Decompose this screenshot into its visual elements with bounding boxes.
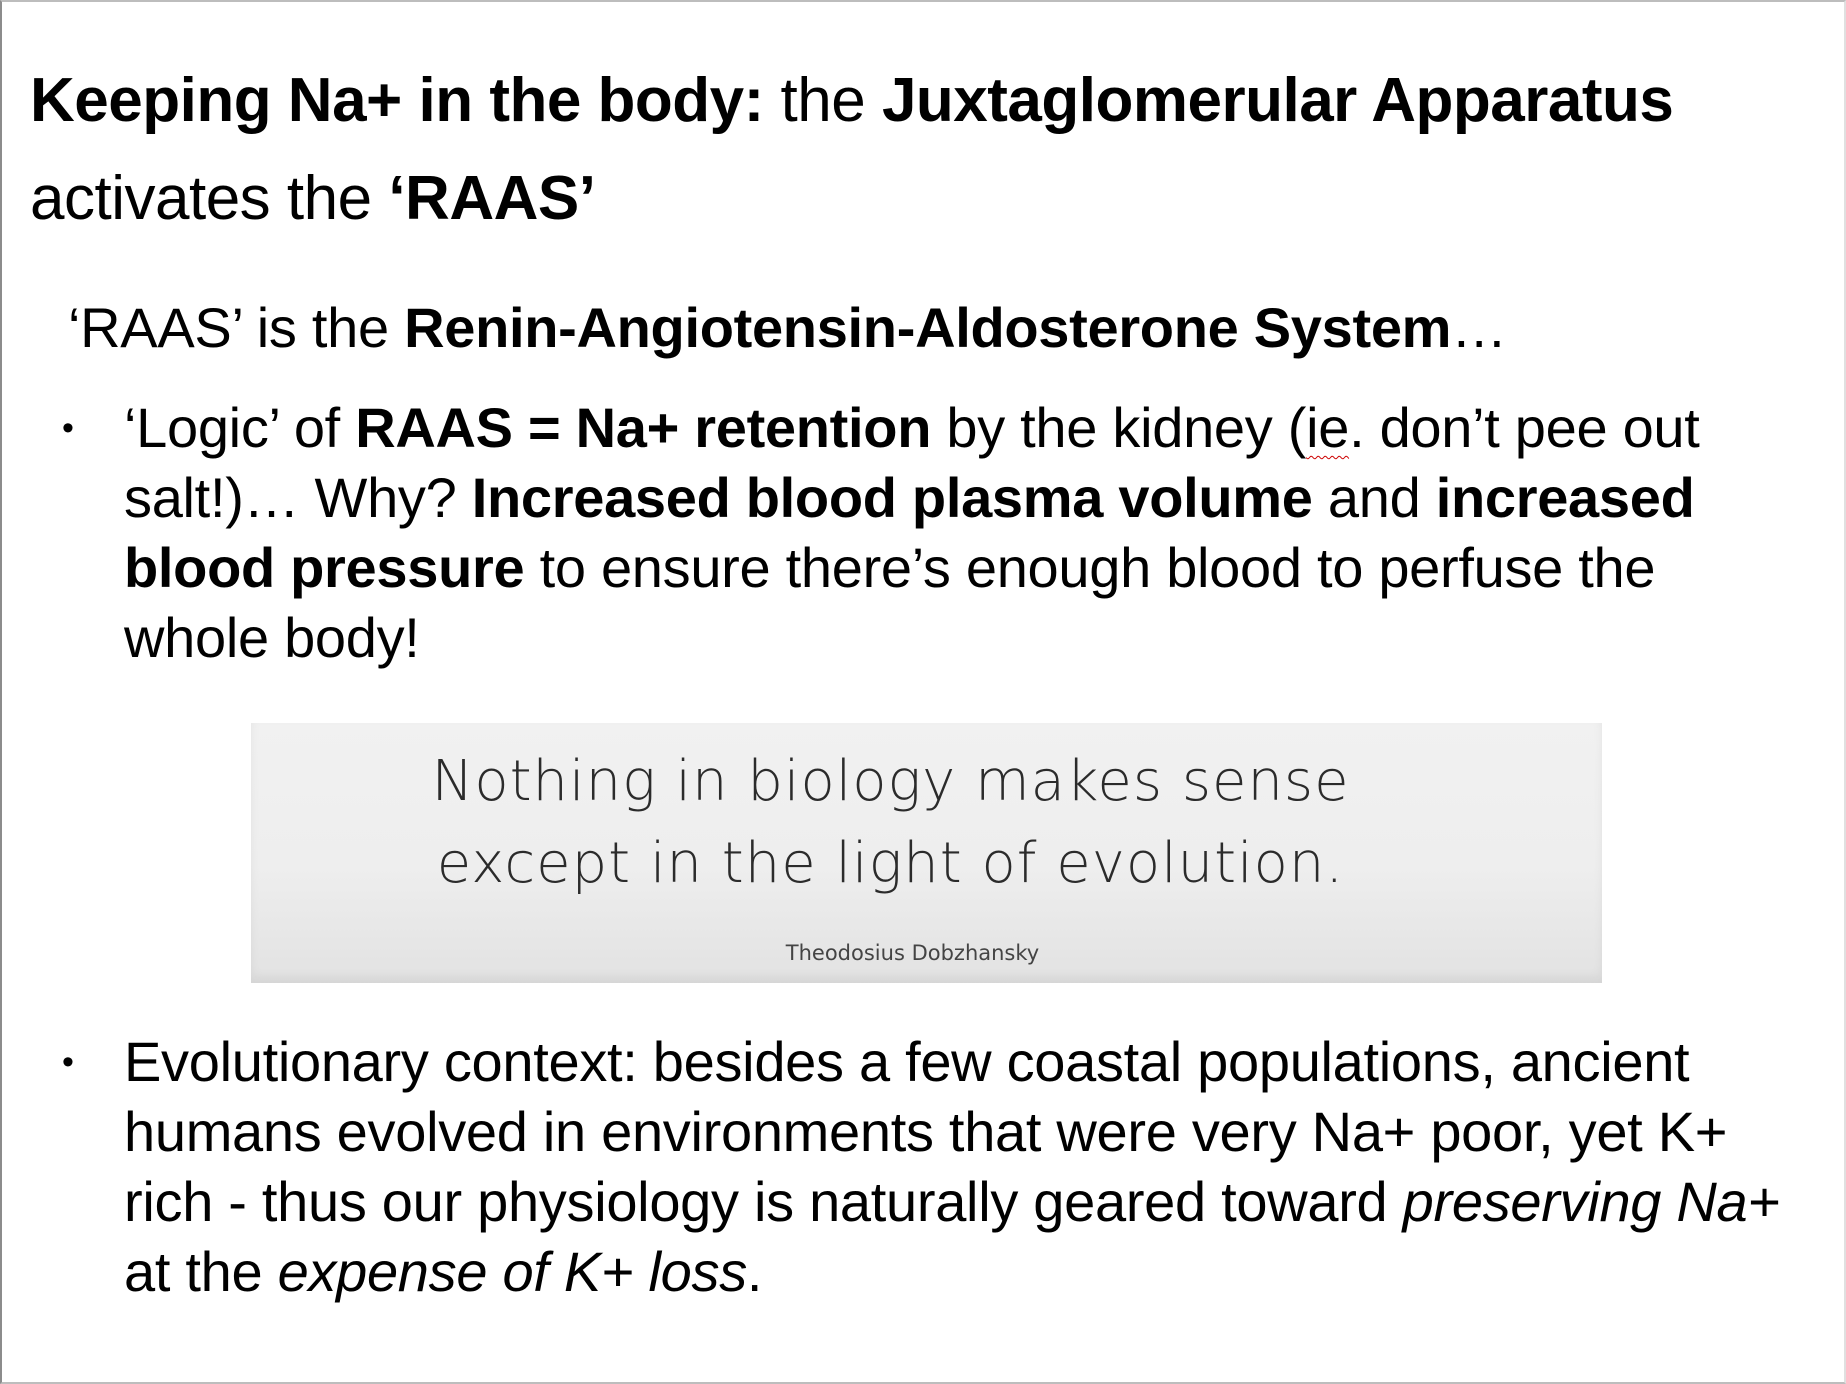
bullet2-italic-4: expense of K+ loss xyxy=(277,1240,747,1303)
bullet1-text-1: ‘Logic’ of xyxy=(124,396,356,459)
subtitle-part-1: ‘RAAS’ is the xyxy=(68,296,405,359)
title-part-bold-5: ‘RAAS’ xyxy=(388,164,596,233)
bullet1-text-7: and xyxy=(1312,466,1436,529)
bullet1-text-9: to ensure there’s enough blood to perfuse the whole body! xyxy=(124,536,1656,669)
quote-line-2: except in the light of evolution. xyxy=(436,831,1345,896)
spellcheck-flagged-word: ie xyxy=(1306,396,1350,459)
bullet1-bold-6: Increased blood plasma volume xyxy=(471,466,1313,529)
bullet1-text-5: . don’t pee out salt!)… Why? xyxy=(124,396,1700,529)
bullet2-text-1: Evolutionary context: besides a few coastal populations, ancient humans evolved in environments that were very Na+ poor, yet K+ rich - thus our physiology is naturally geared toward xyxy=(124,1030,1728,1233)
title-part-bold-3: Juxtaglomerular Apparatus xyxy=(881,66,1674,135)
subtitle-part-bold-2: Renin-Angiotensin-Aldosterone System xyxy=(404,296,1452,359)
title-part-2: the xyxy=(763,66,882,135)
quote-image xyxy=(251,723,1602,983)
bullet-raas-logic xyxy=(62,393,1784,673)
slide-subtitle xyxy=(68,292,1507,364)
bullet-marker: • xyxy=(62,1043,74,1081)
bullet2-italic-2: preserving Na+ xyxy=(1402,1170,1780,1233)
title-part-4: activates the xyxy=(30,164,389,233)
quote-line-1: Nothing in biology makes sense xyxy=(431,749,1350,814)
bullet-marker: • xyxy=(62,409,74,447)
bullet1-bold-8: increased blood pressure xyxy=(124,466,1695,599)
slide-title xyxy=(30,52,1810,248)
bullet1-text-3: by the kidney ( xyxy=(931,396,1307,459)
bullet-evolutionary-context xyxy=(62,1027,1784,1307)
bullet2-text-5: . xyxy=(746,1240,763,1303)
quote-author: Theodosius Dobzhansky xyxy=(785,941,1040,965)
title-part-bold-1: Keeping Na+ in the body: xyxy=(30,66,764,135)
bullet2-text-3: at the xyxy=(124,1240,278,1303)
bullet1-bold-2: RAAS = Na+ retention xyxy=(355,396,932,459)
subtitle-part-3: … xyxy=(1451,296,1507,359)
